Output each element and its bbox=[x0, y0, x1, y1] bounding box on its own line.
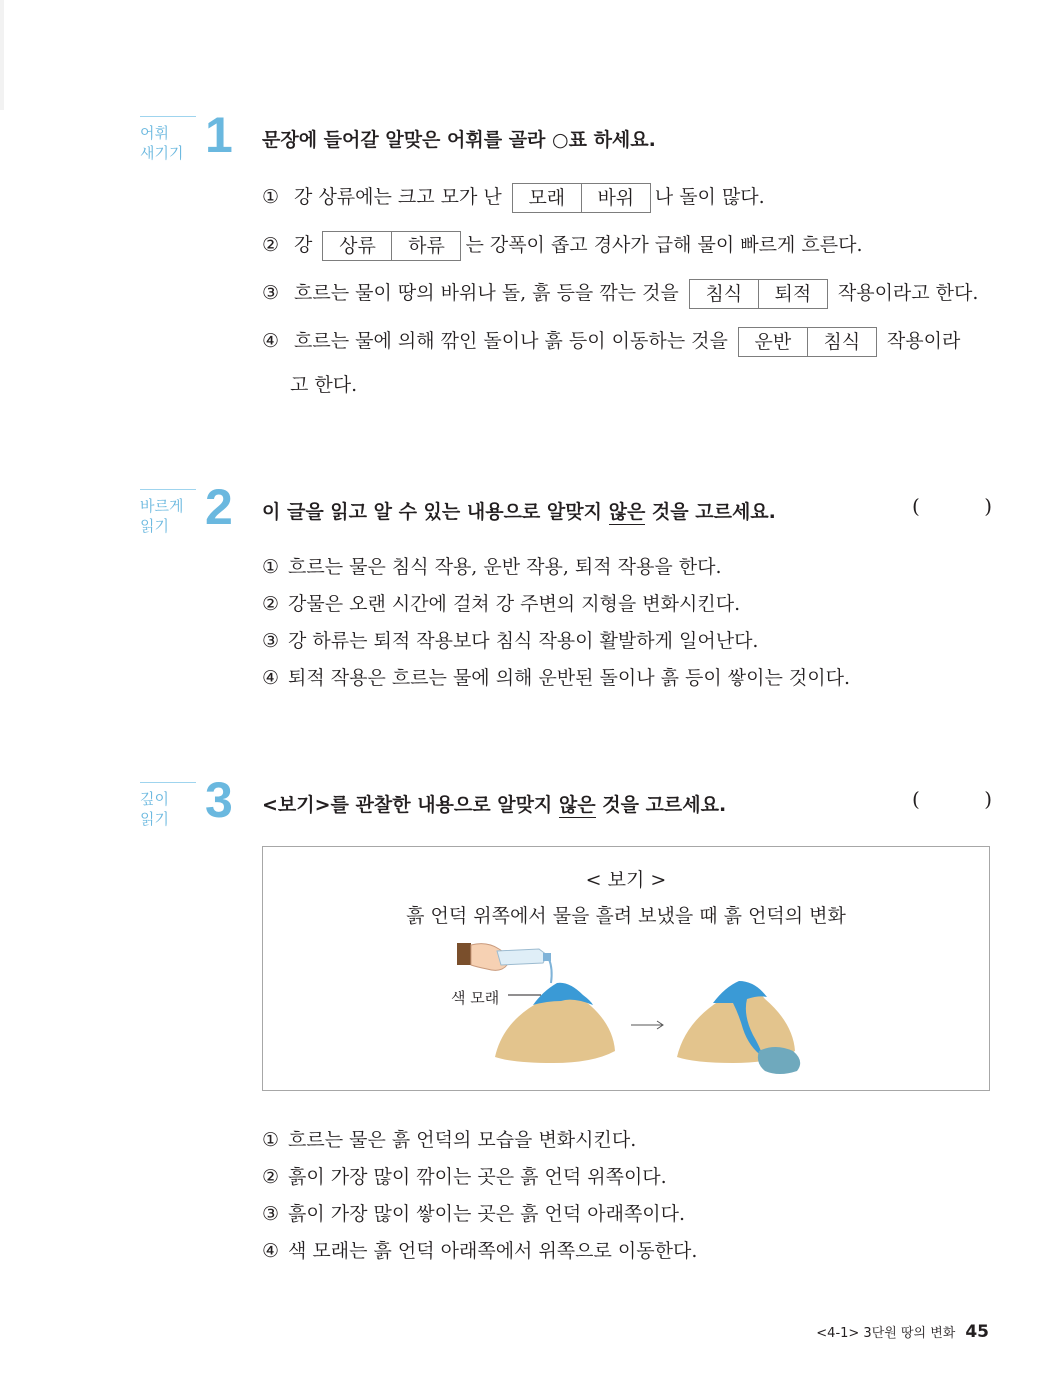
section-3-label bbox=[140, 782, 196, 829]
question-text-post: 것을 고르세요. bbox=[595, 794, 727, 816]
item-text-pre: 흐르는 물에 의해 깎인 돌이나 흙 등이 이동하는 것을 bbox=[294, 330, 728, 352]
section-2-item-4 bbox=[262, 663, 850, 690]
section-2-item-1 bbox=[262, 552, 722, 579]
hand-pouring-water-icon bbox=[457, 943, 552, 983]
section-2-question bbox=[262, 497, 776, 524]
section-1-item-1 bbox=[262, 182, 765, 213]
right-arrow-icon bbox=[631, 1021, 663, 1029]
item-number: ③ bbox=[262, 1203, 280, 1225]
item-text: 강 하류는 퇴적 작용보다 침식 작용이 활발하게 일어난다. bbox=[288, 630, 759, 652]
question-emphasis: 않은 bbox=[558, 794, 596, 816]
section-2-label-line2: 읽기 bbox=[140, 517, 169, 535]
question-text-post: 것을 고르세요. bbox=[645, 501, 776, 523]
section-1-item-4-continuation: 고 한다. bbox=[290, 374, 358, 396]
colored-sand-label: 색 모래 bbox=[451, 989, 500, 1007]
sand-hill-illustration bbox=[443, 939, 823, 1079]
section-2-answer-blank[interactable] bbox=[912, 494, 992, 518]
choice-option-2[interactable]: 바위 bbox=[581, 184, 650, 212]
item-text-post: 나 돌이 많다. bbox=[654, 186, 765, 208]
section-3-item-1 bbox=[262, 1125, 636, 1152]
question-text-pre: <보기>를 관찰한 내용으로 알맞지 bbox=[262, 794, 559, 816]
sand-hill-after bbox=[677, 981, 800, 1074]
item-text: 흐르는 물은 침식 작용, 운반 작용, 퇴적 작용을 한다. bbox=[288, 556, 722, 578]
item-text-post: 작용이라 bbox=[886, 330, 961, 352]
page-footer bbox=[816, 1322, 989, 1342]
section-3-item-4 bbox=[262, 1236, 697, 1263]
choice-box bbox=[512, 183, 651, 213]
example-box bbox=[262, 846, 990, 1091]
section-1-label bbox=[140, 116, 196, 163]
choice-option-1[interactable]: 상류 bbox=[339, 235, 376, 257]
item-text-post: 는 강폭이 좁고 경사가 급해 물이 빠르게 흐른다. bbox=[465, 234, 863, 256]
section-1-number: 1 bbox=[205, 107, 233, 163]
section-1-item-4 bbox=[262, 326, 960, 357]
choice-option-2[interactable]: 하류 bbox=[391, 232, 460, 260]
section-2-label bbox=[140, 489, 196, 536]
section-3-item-2 bbox=[262, 1162, 667, 1189]
section-1-item-3 bbox=[262, 278, 978, 309]
section-1-label-line2: 새기기 bbox=[140, 144, 184, 162]
section-3-question bbox=[262, 790, 726, 817]
section-2-item-2 bbox=[262, 589, 740, 616]
choice-box bbox=[738, 327, 877, 357]
section-3-item-3 bbox=[262, 1199, 685, 1226]
item-number: ④ bbox=[262, 667, 280, 689]
item-number: ② bbox=[262, 593, 280, 615]
section-3-number: 3 bbox=[205, 772, 233, 828]
item-number: ③ bbox=[262, 282, 280, 304]
choice-option-2[interactable]: 침식 bbox=[807, 328, 876, 356]
item-text: 흐르는 물은 흙 언덕의 모습을 변화시킨다. bbox=[288, 1129, 637, 1151]
section-3-answer-blank[interactable] bbox=[912, 787, 992, 811]
item-text: 흙이 가장 많이 쌓이는 곳은 흙 언덕 아래쪽이다. bbox=[288, 1203, 686, 1225]
choice-option-1[interactable]: 모래 bbox=[528, 187, 566, 209]
question-emphasis: 않은 bbox=[608, 501, 646, 523]
item-text-pre: 흐르는 물이 땅의 바위나 돌, 흙 등을 깎는 것을 bbox=[294, 282, 679, 304]
page-number: 45 bbox=[965, 1322, 989, 1342]
item-number: ② bbox=[262, 1166, 280, 1188]
paren-close: ) bbox=[984, 494, 992, 518]
section-3-label-line1: 깊이 bbox=[140, 790, 169, 808]
item-text: 흙이 가장 많이 깎이는 곳은 흙 언덕 위쪽이다. bbox=[288, 1166, 667, 1188]
item-number: ① bbox=[262, 1129, 280, 1151]
section-1-label-line1: 어휘 bbox=[140, 124, 169, 142]
choice-box bbox=[689, 279, 828, 309]
item-text-pre: 강 bbox=[294, 234, 313, 256]
footer-unit-title: <4-1> 3단원 땅의 변화 bbox=[816, 1326, 956, 1341]
item-number: ④ bbox=[262, 1240, 280, 1262]
section-3-label-line2: 읽기 bbox=[140, 810, 169, 828]
item-text: 강물은 오랜 시간에 걸쳐 강 주변의 지형을 변화시킨다. bbox=[288, 593, 741, 615]
item-number: ③ bbox=[262, 630, 280, 652]
section-2-item-3 bbox=[262, 626, 758, 653]
item-number: ① bbox=[262, 556, 280, 578]
choice-box bbox=[322, 231, 461, 261]
choice-option-1[interactable]: 운반 bbox=[754, 331, 792, 353]
page-edge-strip bbox=[0, 0, 4, 110]
paren-open: ( bbox=[912, 494, 920, 518]
section-1-question: 문장에 들어갈 알맞은 어휘를 골라 ○표 하세요. bbox=[262, 129, 656, 151]
section-1-item-2 bbox=[262, 230, 863, 261]
item-text-pre: 강 상류에는 크고 모가 난 bbox=[294, 186, 502, 208]
item-text-post: 작용이라고 한다. bbox=[837, 282, 979, 304]
item-number: ④ bbox=[262, 330, 280, 352]
item-number: ① bbox=[262, 186, 280, 208]
choice-option-1[interactable]: 침식 bbox=[705, 283, 743, 305]
example-title: < 보기 > bbox=[585, 869, 667, 891]
example-caption: 흙 언덕 위쪽에서 물을 흘려 보냈을 때 흙 언덕의 변화 bbox=[406, 905, 846, 927]
question-text-pre: 이 글을 읽고 알 수 있는 내용으로 알맞지 bbox=[262, 501, 609, 523]
item-text: 퇴적 작용은 흐르는 물에 의해 운반된 돌이나 흙 등이 쌓이는 것이다. bbox=[288, 667, 850, 689]
item-number: ② bbox=[262, 234, 280, 256]
section-2-label-line1: 바르게 bbox=[140, 497, 184, 515]
item-text: 색 모래는 흙 언덕 아래쪽에서 위쪽으로 이동한다. bbox=[288, 1240, 698, 1262]
section-2-number: 2 bbox=[205, 479, 233, 535]
choice-option-2[interactable]: 퇴적 bbox=[758, 280, 827, 308]
paren-open: ( bbox=[912, 787, 920, 811]
paren-close: ) bbox=[984, 787, 992, 811]
